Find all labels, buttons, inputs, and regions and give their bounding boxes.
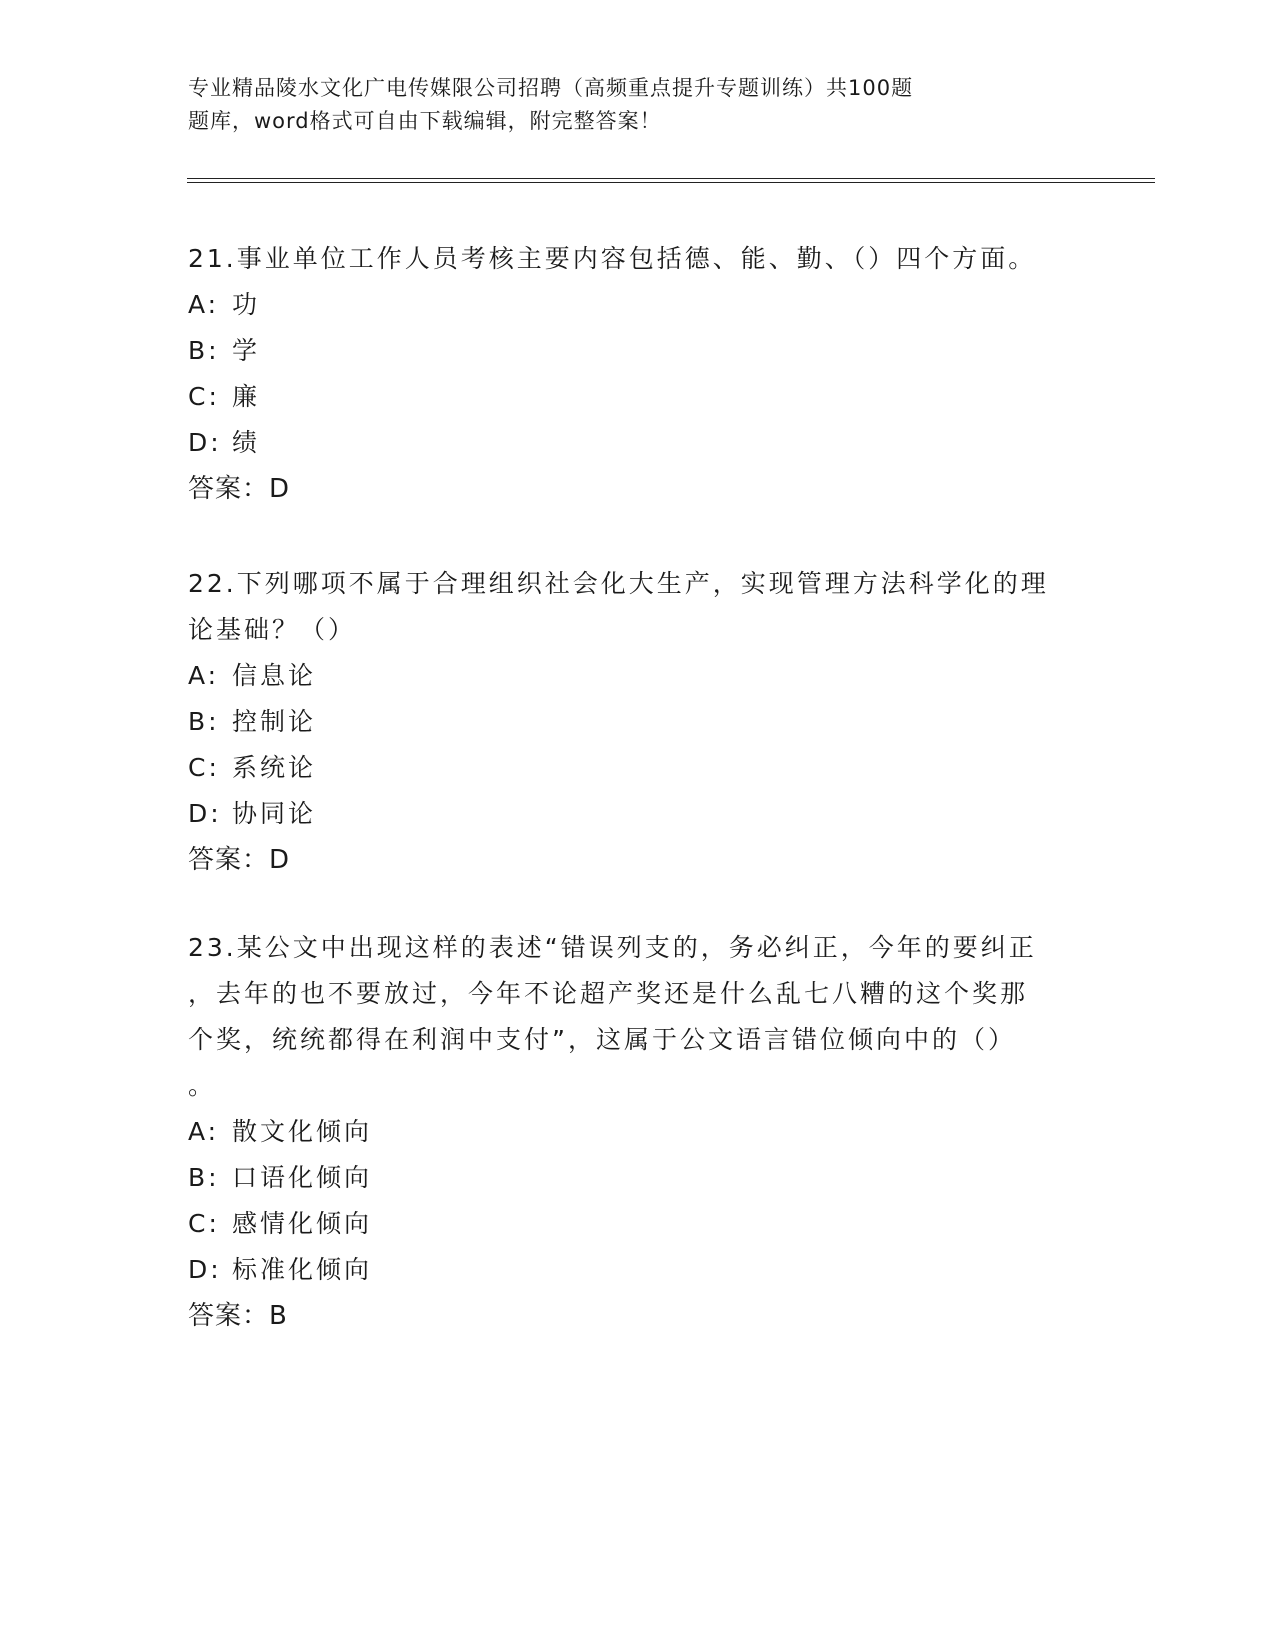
option-b (188, 699, 1088, 745)
option-a (188, 653, 1088, 699)
question-text: 22.下列哪项不属于合理组织社会化大生产，实现管理方法科学化的理 (188, 569, 1049, 598)
option-text: 功 (232, 290, 261, 319)
answer: 答案：D (188, 474, 291, 504)
option-d (188, 791, 1088, 837)
option-a (188, 282, 1088, 328)
option-letter: C: (188, 382, 220, 411)
option-text: 标准化倾向 (232, 1255, 373, 1284)
option-letter: B: (188, 1163, 220, 1192)
option-text: 信息论 (232, 661, 317, 690)
option-text: 绩 (232, 428, 261, 457)
option-letter: D: (188, 1255, 222, 1284)
option-text: 散文化倾向 (232, 1117, 373, 1146)
option-b (188, 328, 1088, 374)
question-23 (188, 925, 1088, 1339)
option-text: 感情化倾向 (232, 1209, 373, 1238)
header-divider (187, 178, 1155, 183)
question-text: 23.某公文中出现这样的表述“错误列支的，务必纠正，今年的要纠正 (188, 933, 1037, 962)
option-c (188, 745, 1088, 791)
question-text: 论基础？（） (188, 615, 357, 644)
option-a (188, 1109, 1088, 1155)
option-c (188, 1201, 1088, 1247)
header-line-2: 题库，word格式可自由下载编辑，附完整答案！ (188, 109, 662, 133)
question-21 (188, 236, 1088, 512)
header-line-1: 专业精品陵水文化广电传媒限公司招聘（高频重点提升专题训练）共100题 (188, 76, 914, 100)
question-text: 21.事业单位工作人员考核主要内容包括德、能、勤、（）四个方面。 (188, 244, 1037, 273)
option-text: 协同论 (232, 799, 317, 828)
question-22 (188, 561, 1088, 883)
option-b (188, 1155, 1088, 1201)
answer: 答案：B (188, 1301, 288, 1331)
option-letter: C: (188, 753, 220, 782)
option-d (188, 1247, 1088, 1293)
answer: 答案：D (188, 845, 291, 875)
option-text: 学 (232, 336, 261, 365)
option-letter: B: (188, 336, 220, 365)
option-text: 廉 (232, 382, 261, 411)
option-letter: A: (188, 1117, 220, 1146)
option-letter: D: (188, 799, 222, 828)
option-c (188, 374, 1088, 420)
document-header (188, 72, 1038, 138)
option-letter: C: (188, 1209, 220, 1238)
question-text: 。 (188, 1071, 217, 1100)
question-text: 个奖，统统都得在利润中支付”，这属于公文语言错位倾向中的（） (188, 1025, 1016, 1054)
option-letter: D: (188, 428, 222, 457)
option-d (188, 420, 1088, 466)
option-text: 系统论 (232, 753, 317, 782)
option-text: 口语化倾向 (232, 1163, 373, 1192)
option-letter: A: (188, 661, 220, 690)
option-letter: B: (188, 707, 220, 736)
option-letter: A: (188, 290, 220, 319)
option-text: 控制论 (232, 707, 317, 736)
question-text: ，去年的也不要放过，今年不论超产奖还是什么乱七八糟的这个奖那 (188, 979, 1029, 1008)
